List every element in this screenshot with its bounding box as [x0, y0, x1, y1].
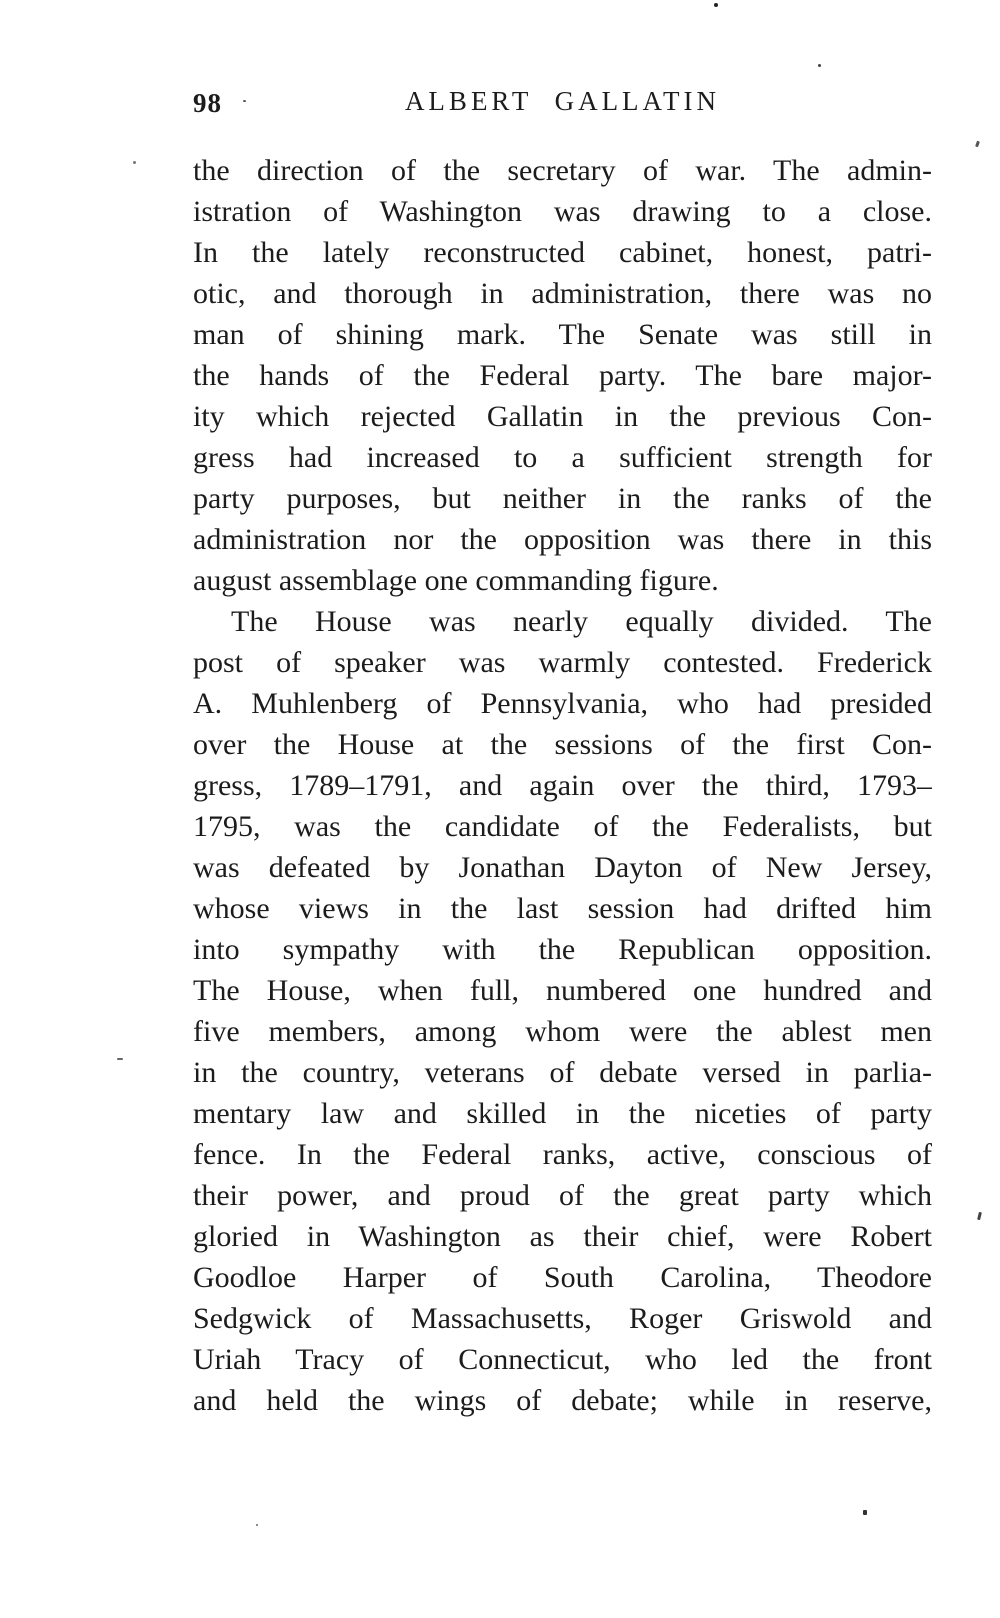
text-line: in the country, veterans of debate versed in parlia-	[193, 1056, 932, 1089]
scan-speck	[975, 141, 980, 148]
scan-speck	[256, 1524, 258, 1526]
text-line: gloried in Washington as their chief, were Robert	[193, 1220, 932, 1253]
text-line: gress, 1789–1791, and again over the third, 1793–	[193, 769, 932, 802]
text-line: mentary law and skilled in the niceties of party	[193, 1097, 932, 1130]
text-line: In the lately reconstructed cabinet, honest, patri-	[193, 236, 932, 269]
text-line: whose views in the last session had drifted him	[193, 892, 932, 925]
text-line: otic, and thorough in administration, there was no	[193, 277, 932, 310]
scan-speck	[133, 161, 136, 164]
text-line: ity which rejected Gallatin in the previous Con-	[193, 400, 932, 433]
text-line: over the House at the sessions of the first Con-	[193, 728, 932, 761]
text-line: Sedgwick of Massachusetts, Roger Griswold and	[193, 1302, 932, 1335]
scan-speck	[117, 1058, 123, 1060]
page-number: 98	[193, 88, 222, 118]
text-line: man of shining mark. The Senate was still in	[193, 318, 932, 351]
text-line: gress had increased to a sufficient strength for	[193, 441, 932, 474]
text-line: The House, when full, numbered one hundred and	[193, 974, 932, 1007]
scan-speck	[714, 3, 718, 7]
page-header	[193, 86, 932, 120]
scan-speck	[243, 100, 246, 102]
text-line: Uriah Tracy of Connecticut, who led the front	[193, 1343, 932, 1376]
text-line: the hands of the Federal party. The bare major-	[193, 359, 932, 392]
text-line: was defeated by Jonathan Dayton of New Jersey,	[193, 851, 932, 884]
text-line: post of speaker was warmly contested. Frederick	[193, 646, 932, 679]
text-line: fence. In the Federal ranks, active, conscious of	[193, 1138, 932, 1171]
running-title: ALBERT GALLATIN	[404, 86, 721, 116]
body-text	[193, 150, 932, 1421]
text-line: istration of Washington was drawing to a close.	[193, 195, 932, 228]
text-line: 1795, was the candidate of the Federalists, but	[193, 810, 932, 843]
text-line: the direction of the secretary of war. The admin-	[193, 154, 932, 187]
text-line: A. Muhlenberg of Pennsylvania, who had presided	[193, 687, 932, 720]
text-line: their power, and proud of the great party which	[193, 1179, 932, 1212]
text-line: administration nor the opposition was there in this	[193, 523, 932, 556]
text-line: party purposes, but neither in the ranks of the	[193, 482, 932, 515]
text-line: Goodloe Harper of South Carolina, Theodore	[193, 1261, 932, 1294]
text-line-paragraph-start: The House was nearly equally divided. The	[231, 605, 932, 638]
scan-speck	[818, 64, 821, 67]
text-line: into sympathy with the Republican opposition.	[193, 933, 932, 966]
text-line: and held the wings of debate; while in reserve,	[193, 1384, 932, 1417]
scan-speck	[977, 1212, 982, 1220]
text-line: five members, among whom were the ablest men	[193, 1015, 932, 1048]
scan-speck	[863, 1510, 867, 1515]
text-line-paragraph-end: august assemblage one commanding figure.	[193, 564, 719, 597]
